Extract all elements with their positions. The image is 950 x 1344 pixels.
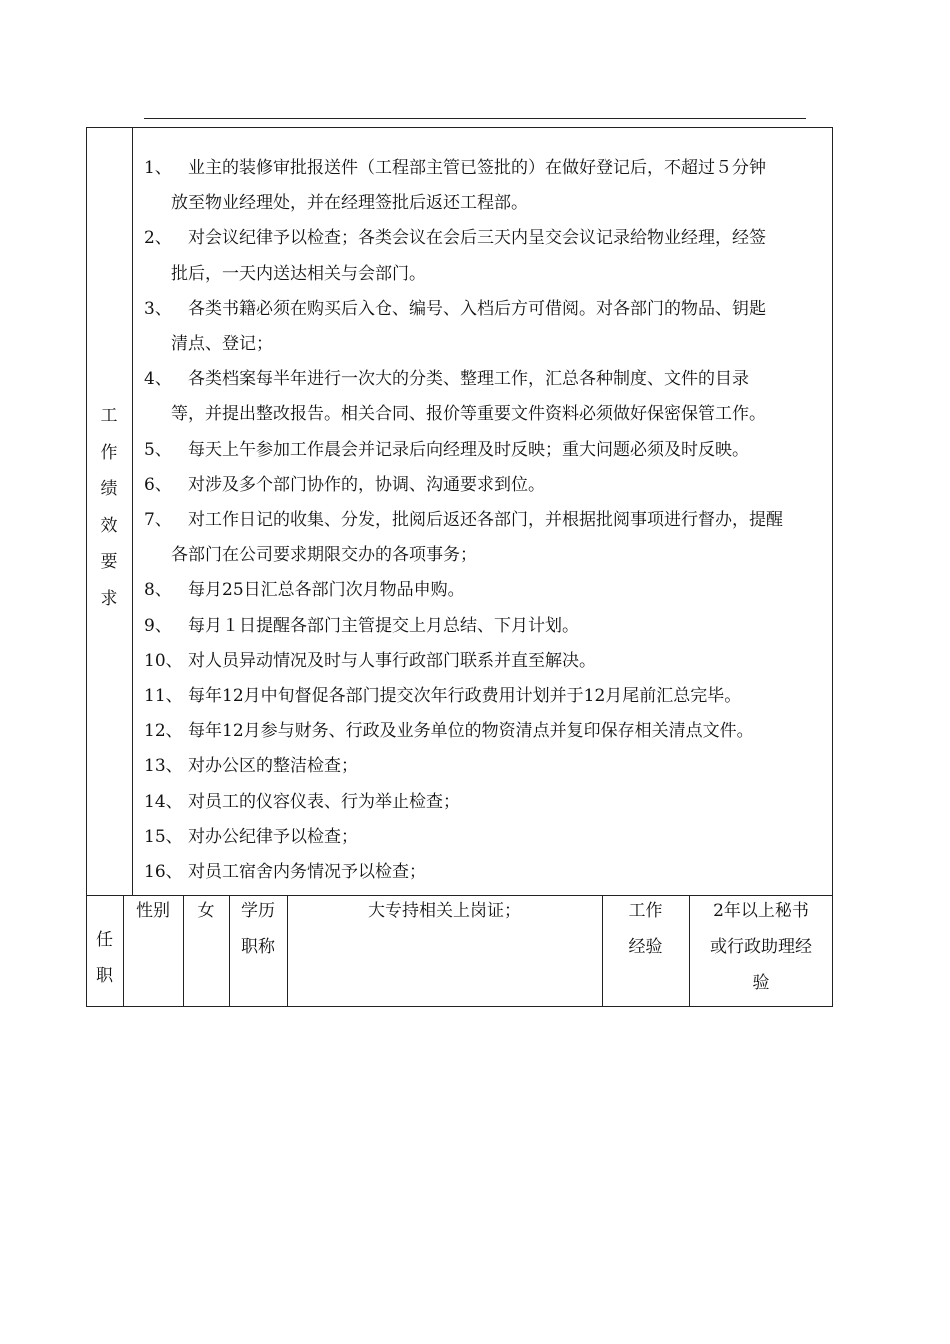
duty-item-text: 等，并提出整改报告。相关合同、报价等重要文件资料必须做好保密保管工作。 xyxy=(171,404,766,425)
duty-item-text: 每年12月参与财务、行政及业务单位的物资清点并复印保存相关清点文件。 xyxy=(188,721,754,742)
duty-item-text: 清点、登记； xyxy=(171,334,273,354)
duty-item-line xyxy=(144,364,749,389)
qual-label xyxy=(86,922,123,994)
duty-item-text: 各类档案每半年进行一次大的分类、整理工作，汇总各种制度、文件的目录 xyxy=(188,369,749,390)
duty-item-line xyxy=(144,716,754,741)
duty-item-line xyxy=(144,470,545,495)
duty-item-number: 12、 xyxy=(144,721,183,742)
duty-item-text: 各类书籍必须在购买后入仓、编号、入档后方可借阅。对各部门的物品、钥匙 xyxy=(188,298,766,319)
duty-item-line xyxy=(144,646,596,671)
duty-item-text: 对工作日记的收集、分发，批阅后返还各部门，并根据批阅事项进行督办，提醒 xyxy=(188,510,783,530)
duty-item-line xyxy=(171,540,477,565)
qual-label-char: 任 xyxy=(96,930,113,950)
gender-label: 性别 xyxy=(136,901,170,921)
duty-item-number: 1、 xyxy=(144,158,172,178)
duty-item-number: 6、 xyxy=(144,474,172,495)
duty-item-number: 8、 xyxy=(144,580,172,601)
duty-item-number: 16、 xyxy=(144,862,183,882)
duty-item-line xyxy=(144,575,465,600)
duty-item-text: 各部门在公司要求期限交办的各项事务； xyxy=(171,545,477,566)
duty-item-number: 2、 xyxy=(144,228,172,249)
duty-item-line xyxy=(144,223,766,248)
duty-item-text: 批后，一天内送达相关与会部门。 xyxy=(171,263,426,284)
duty-item-number: 4、 xyxy=(144,369,172,390)
duty-item-number: 10、 xyxy=(144,650,183,671)
exp-label-line: 工作 xyxy=(628,901,663,921)
duty-item-line xyxy=(144,153,766,178)
section-label-char: 工 xyxy=(100,406,118,426)
header-rule xyxy=(144,118,806,119)
edu-value: 大专持相关上岗证； xyxy=(368,901,521,921)
duty-item-text: 每月１日提醒各部门主管提交上月总结、下月计划。 xyxy=(188,615,579,636)
exp-value-line: 2年以上秘书 xyxy=(713,901,809,921)
duty-item-number: 15、 xyxy=(144,826,183,847)
duty-item-line xyxy=(171,329,273,354)
duty-item-text: 每天上午参加工作晨会并记录后向经理及时反映；重大问题必须及时反映。 xyxy=(188,439,749,460)
exp-value xyxy=(689,893,833,1001)
duty-item-line xyxy=(144,435,749,460)
duty-item-text: 每月25日汇总各部门次月物品申购。 xyxy=(188,580,465,601)
edu-label xyxy=(229,893,287,965)
section-label-char: 作 xyxy=(100,442,118,463)
duty-item-text: 对会议纪律予以检查；各类会议在会后三天内呈交会议记录给物业经理，经签 xyxy=(188,228,766,249)
duty-item-number: 5、 xyxy=(144,439,172,460)
duty-item-line xyxy=(171,188,528,213)
duty-item-text: 对涉及多个部门协作的，协调、沟通要求到位。 xyxy=(188,474,545,495)
section-label-char: 要 xyxy=(100,552,118,572)
exp-value-line: 或行政助理经 xyxy=(710,937,812,957)
duty-item-line xyxy=(144,681,741,706)
duty-item-line xyxy=(144,787,460,812)
duty-item-number: 7、 xyxy=(144,510,172,530)
duty-item-number: 14、 xyxy=(144,791,183,812)
duty-item-line xyxy=(144,751,358,776)
duty-item-text: 对员工宿舍内务情况予以检查； xyxy=(188,862,426,882)
duty-item-line xyxy=(144,822,358,847)
duty-item-line xyxy=(171,399,766,424)
duty-item-text: 每年12月中旬督促各部门提交次年行政费用计划并于12月尾前汇总完毕。 xyxy=(188,686,742,706)
exp-label xyxy=(602,893,689,965)
gender-value: 女 xyxy=(197,901,215,921)
duty-item-text: 放至物业经理处，并在经理签批后返还工程部。 xyxy=(171,193,528,214)
section-label-char: 求 xyxy=(100,588,118,609)
duty-item-number: 11、 xyxy=(144,686,183,706)
section-label-char: 效 xyxy=(100,515,118,536)
section-label xyxy=(86,398,132,617)
qual-label-char: 职 xyxy=(96,966,113,986)
duty-item-line xyxy=(171,259,426,284)
duty-item-text: 对人员异动情况及时与人事行政部门联系并直至解决。 xyxy=(188,650,596,671)
duty-item-number: 13、 xyxy=(144,756,183,777)
duty-item-line xyxy=(144,294,766,319)
duty-item-line xyxy=(144,857,426,882)
duty-item-number: 9、 xyxy=(144,615,172,636)
duty-item-text: 对办公纪律予以检查； xyxy=(188,826,358,847)
edu-label-line: 职称 xyxy=(241,937,275,957)
duty-item-line xyxy=(144,505,783,530)
section-label-char: 绩 xyxy=(100,479,118,499)
exp-value-line: 验 xyxy=(752,973,770,993)
duty-item-text: 业主的装修审批报送件（工程部主管已签批的）在做好登记后，不超过５分钟 xyxy=(188,158,766,178)
edu-label-line: 学历 xyxy=(241,901,275,921)
duty-item-number: 3、 xyxy=(144,298,172,319)
duty-item-line xyxy=(144,611,579,636)
duty-item-text: 对员工的仪容仪表、行为举止检查； xyxy=(188,791,460,812)
label-divider xyxy=(132,127,133,895)
exp-label-line: 经验 xyxy=(628,937,663,957)
duty-item-text: 对办公区的整洁检查； xyxy=(188,756,358,777)
